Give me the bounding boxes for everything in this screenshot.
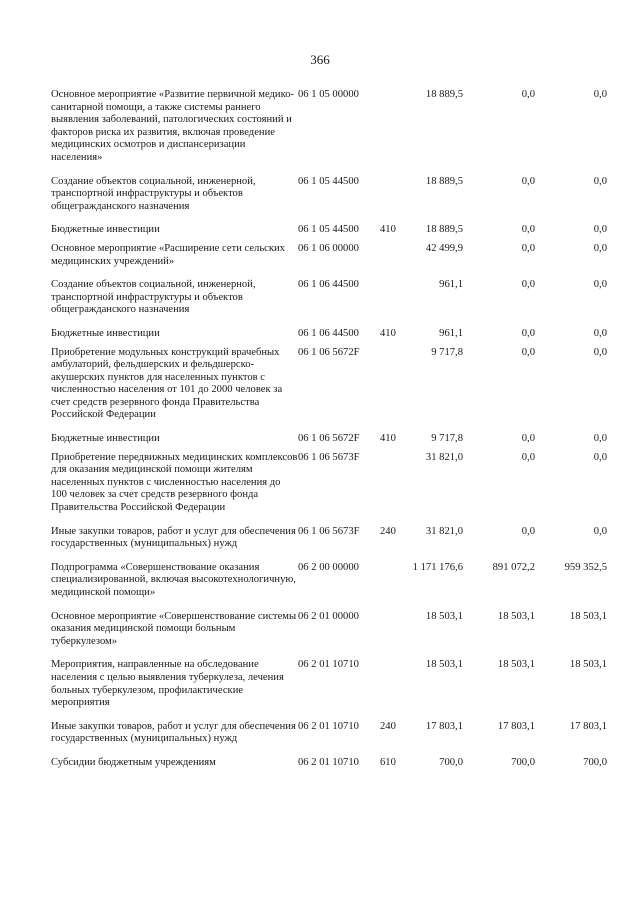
row-value-1: 961,1 [439,279,463,291]
row-name: Основное мероприятие «Развитие первичной медико-санитарной помощи, а также системы раннего выявления заболеваний, патологических состояний и факторов риска их развития, включая проведение медицинских осмотров и диспансеризации населения» [51,89,295,163]
row-value-3: 0,0 [593,89,607,100]
row-expense-type: 240 [380,720,396,732]
row-expense-type: 410 [380,224,396,236]
row-value-3: 0,0 [593,242,607,254]
row-value-2: 0,0 [521,451,535,463]
table-row [0,89,640,165]
row-value-1: 31 821,0 [425,525,463,537]
table-row [0,328,640,341]
row-name: Основное мероприятие «Расширение сети сельских медицинских учреждений» [51,242,285,267]
row-value-1: 700,0 [439,756,463,768]
row-code: 06 2 01 00000 [298,610,359,622]
page-number: 366 [310,52,330,67]
table-row [0,526,640,551]
row-name: Приобретение передвижных медицинских комплексов для оказания медицинской помощи жителям населенных пунктов с численностью населения до 100 человек за счет средств резервного фонда Правительства Российской Федерации [51,451,298,514]
row-code: 06 2 00 00000 [298,561,359,573]
row-code: 06 1 05 44500 [298,175,359,187]
row-name: Основное мероприятие «Совершенствование системы оказания медицинской помощи больным туберкулезом» [51,610,297,647]
row-value-3: 0,0 [593,346,607,358]
table-row [0,176,640,214]
row-name: Иные закупки товаров, работ и услуг для обеспечения государственных (муниципальных) нужд [51,720,296,745]
row-value-2: 0,0 [521,279,535,291]
row-value-3: 0,0 [593,279,607,291]
row-value-2: 0,0 [521,224,535,236]
row-code: 06 1 06 5673F [298,451,360,463]
row-code: 06 2 01 10710 [298,720,359,732]
budget-table [0,89,640,776]
row-value-3: 17 803,1 [569,720,607,732]
row-value-3: 700,0 [583,756,607,768]
row-value-2: 891 072,2 [492,561,535,573]
row-value-3: 0,0 [593,451,607,463]
row-value-2: 0,0 [521,433,535,445]
row-code: 06 1 06 44500 [298,279,359,291]
row-value-2: 18 503,1 [497,610,535,622]
row-code: 06 1 06 5673F [298,525,360,537]
row-value-2: 0,0 [521,175,535,187]
row-value-3: 0,0 [593,525,607,537]
table-row [0,452,640,515]
row-value-2: 17 803,1 [497,720,535,732]
row-value-1: 18 889,5 [425,175,463,187]
row-value-3: 18 503,1 [569,659,607,671]
table-row [0,659,640,709]
row-code: 06 2 01 10710 [298,659,359,671]
table-row [0,721,640,746]
row-value-2: 0,0 [521,327,535,339]
row-expense-type: 610 [380,756,396,768]
row-value-3: 0,0 [593,175,607,187]
row-value-2: 0,0 [521,89,535,100]
row-value-1: 1 171 176,6 [412,561,463,573]
table-row [0,562,640,600]
row-name: Приобретение модульных конструкций врачебных амбулаторий, фельдшерских и фельдшерско-акушерских пунктов для населенных пунктов с численностью населения от 101 до 2000 человек за счет средств резервного фонда Правительства Российской Федерации [51,346,283,421]
row-value-3: 0,0 [593,433,607,445]
row-name: Бюджетные инвестиции [51,433,160,445]
row-name: Мероприятия, направленные на обследование населения с целью выявления туберкулеза, лечения больных туберкулезом, профилактические мероприятия [51,659,284,709]
row-expense-type: 410 [380,327,396,339]
row-value-2: 0,0 [521,242,535,254]
row-value-1: 18 889,5 [425,89,463,100]
table-row [0,279,640,317]
row-value-1: 18 503,1 [425,610,463,622]
row-code: 06 1 06 5672F [298,433,360,445]
row-value-3: 18 503,1 [569,610,607,622]
row-value-1: 17 803,1 [425,720,463,732]
row-code: 06 1 06 5672F [298,346,360,358]
table-row [0,433,640,446]
row-value-1: 961,1 [439,327,463,339]
row-value-2: 0,0 [521,346,535,358]
row-value-1: 42 499,9 [425,242,463,254]
row-code: 06 1 06 00000 [298,242,359,254]
row-code: 06 2 01 10710 [298,756,359,768]
row-expense-type: 240 [380,525,396,537]
row-expense-type: 410 [380,433,396,445]
row-name: Бюджетные инвестиции [51,224,160,236]
row-name: Бюджетные инвестиции [51,327,160,339]
table-row [0,243,640,268]
row-value-1: 9 717,8 [431,433,463,445]
row-name: Субсидии бюджетным учреждениям [51,756,216,768]
row-value-1: 9 717,8 [431,346,463,358]
row-value-3: 959 352,5 [564,561,607,573]
row-value-1: 18 889,5 [425,224,463,236]
row-value-1: 18 503,1 [425,659,463,671]
row-value-2: 18 503,1 [497,659,535,671]
row-value-2: 0,0 [521,525,535,537]
row-name: Создание объектов социальной, инженерной, транспортной инфраструктуры и объектов общегражданского назначения [51,175,256,212]
row-code: 06 1 05 00000 [298,89,359,100]
row-name: Подпрограмма «Совершенствование оказания специализированной, включая высокотехнологичную, медицинской помощи» [51,561,296,598]
table-row [0,757,640,770]
row-value-2: 700,0 [511,756,535,768]
row-code: 06 1 06 44500 [298,327,359,339]
row-name: Иные закупки товаров, работ и услуг для обеспечения государственных (муниципальных) нужд [51,525,296,550]
row-value-3: 0,0 [593,327,607,339]
row-value-3: 0,0 [593,224,607,236]
table-row [0,347,640,423]
row-name: Создание объектов социальной, инженерной, транспортной инфраструктуры и объектов общегражданского назначения [51,279,256,316]
row-code: 06 1 05 44500 [298,224,359,236]
table-row [0,611,640,649]
row-value-1: 31 821,0 [425,451,463,463]
table-row [0,224,640,237]
